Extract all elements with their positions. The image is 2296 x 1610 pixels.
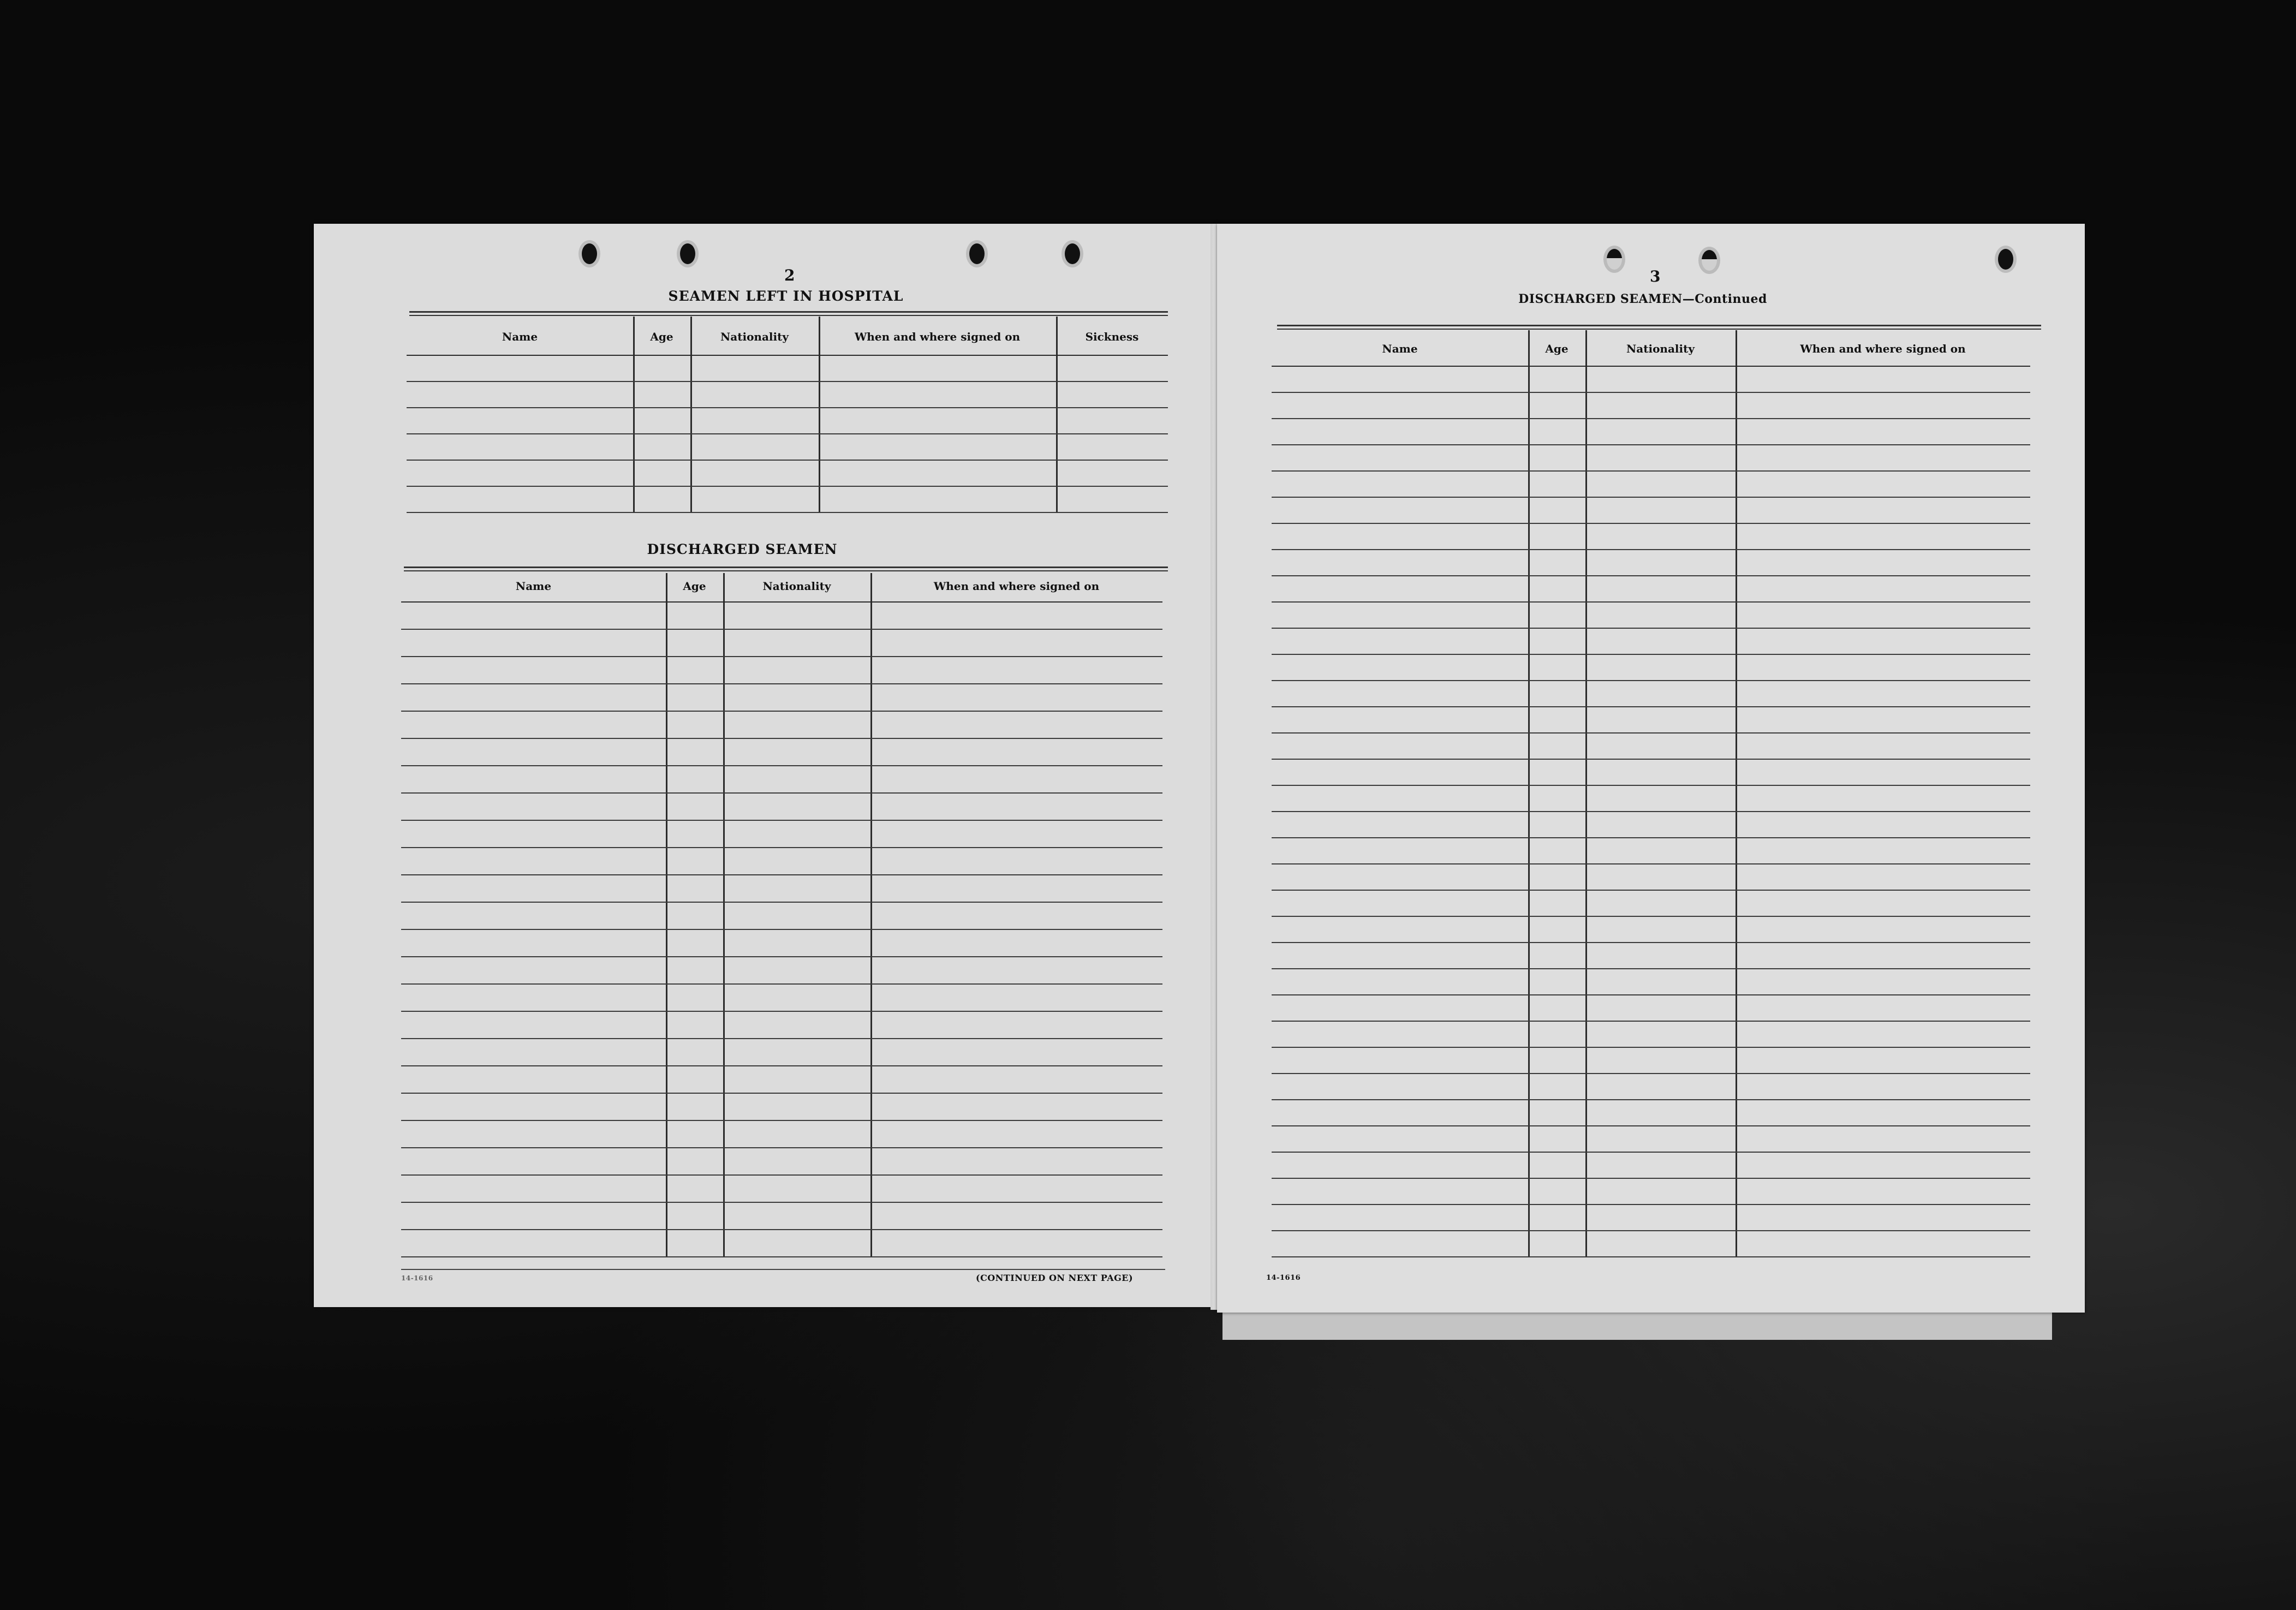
column-divider [1528,330,1530,1256]
table-row [407,381,1168,382]
column-divider [633,317,635,512]
table-row [1272,1099,2030,1100]
table-row [401,1093,1162,1094]
left-page [314,224,1217,1307]
table-row [1272,1204,2030,1205]
column-header-when-and-where-signed-on: When and where signed on [854,330,1021,343]
table-row [401,1256,1162,1257]
table-row [1272,497,2030,498]
footer-rule [401,1269,1165,1270]
table-row [401,1011,1162,1012]
table-row [1272,942,2030,943]
section-title-discharged-continued: DISCHARGED SEAMEN—Continued [1518,292,1767,306]
column-header-sickness: Sickness [1085,330,1139,343]
table-row [407,460,1168,461]
table-row [1272,1125,2030,1126]
table-row [401,1065,1162,1066]
table-row [401,738,1162,739]
table-row [1272,811,2030,812]
table-row [401,1202,1162,1203]
column-divider [1056,317,1058,512]
table-row [1272,549,2030,550]
table-row [401,683,1162,684]
table-row [401,629,1162,630]
punch-hole [1995,246,2017,273]
table-row [401,874,1162,875]
table-row [1272,1256,2030,1257]
table-row [1272,1047,2030,1048]
table-row [1272,628,2030,629]
section-rule [1277,325,2041,330]
punch-hole [677,240,699,267]
column-divider [1585,330,1587,1256]
table-row [1272,601,2030,603]
column-header-nationality: Nationality [762,580,831,593]
punch-hole [579,240,600,267]
table-row [1272,890,2030,891]
table-row [1272,392,2030,393]
discharged-table [401,573,1165,1283]
page-number: 3 [1650,267,1661,285]
column-header-when-and-where-signed-on: When and where signed on [933,580,1100,593]
table-row [407,512,1168,513]
table-row [401,820,1162,821]
header-rule [1272,366,2030,367]
column-divider [819,317,820,512]
table-row [1272,1073,2030,1074]
table-row [1272,470,2030,472]
column-divider [690,317,692,512]
table-row [401,711,1162,712]
column-header-age: Age [683,580,706,593]
table-row [1272,968,2030,969]
column-divider [1736,330,1737,1256]
header-rule [407,355,1168,356]
table-row [1272,1152,2030,1153]
table-row [401,956,1162,957]
table-row [1272,1021,2030,1022]
table-row [1272,654,2030,655]
table-row [1272,732,2030,734]
table-row [401,792,1162,794]
header-rule [401,601,1162,603]
column-header-when-and-where-signed-on: When and where signed on [1800,342,1966,355]
page-number: 2 [784,266,795,284]
continued-note: (CONTINUED ON NEXT PAGE) [976,1273,1134,1283]
section-title-hospital: SEAMEN LEFT IN HOSPITAL [668,288,904,304]
discharged-continued-table [1272,330,2041,1274]
table-row [401,929,1162,930]
table-row [407,433,1168,434]
column-header-nationality: Nationality [1626,342,1695,355]
table-row [1272,863,2030,864]
table-row [401,1147,1162,1148]
section-title-discharged: DISCHARGED SEAMEN [647,541,838,557]
table-row [1272,916,2030,917]
section-rule [409,311,1168,316]
column-header-age: Age [650,330,673,343]
table-row [401,1229,1162,1230]
table-row [401,847,1162,848]
table-row [401,902,1162,903]
column-divider [870,573,872,1256]
column-divider [666,573,667,1256]
table-row [1272,837,2030,838]
punch-hole [1061,240,1083,267]
table-row [1272,1230,2030,1231]
table-row [401,656,1162,657]
table-row [401,1174,1162,1176]
table-row [407,407,1168,408]
table-row [1272,785,2030,786]
table-row [1272,418,2030,419]
punch-hole [1698,247,1720,274]
table-row [1272,994,2030,995]
form-number: 14-1616 [1266,1274,1301,1282]
section-rule [404,567,1168,571]
table-row [401,1038,1162,1039]
table-row [1272,680,2030,681]
column-header-age: Age [1545,342,1569,355]
column-header-nationality: Nationality [720,330,789,343]
column-header-name: Name [1382,342,1418,355]
column-header-name: Name [502,330,538,343]
column-divider [723,573,725,1256]
table-row [1272,444,2030,445]
table-row [407,486,1168,487]
table-row [401,765,1162,766]
punch-hole [1603,246,1625,273]
table-row [1272,523,2030,524]
form-number: 14-1616 [401,1274,433,1282]
punch-hole [966,240,988,267]
table-row [1272,759,2030,760]
table-row [1272,1178,2030,1179]
right-page [1217,224,2085,1313]
table-row [401,1120,1162,1121]
column-header-name: Name [515,580,552,593]
table-row [401,983,1162,985]
table-row [1272,575,2030,576]
table-row [1272,706,2030,707]
